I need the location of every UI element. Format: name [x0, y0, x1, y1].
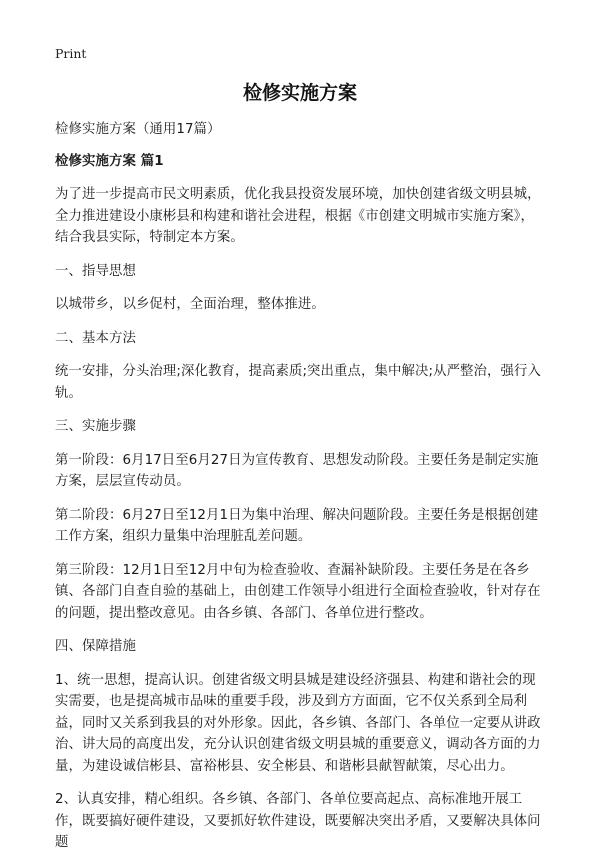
section-title: 检修实施方案 篇1 — [55, 153, 164, 169]
paragraph-measure-two: 2、认真安排，精心组织。各乡镇、各部门、各单位要高起点、高标准地开展工作，既要搞好硬件建设，又要抓好软件建设，既要解决突出矛盾，又要解决具体问题 — [55, 792, 541, 850]
paragraph-stage-one: 第一阶段：6月17日至6月27日为宣传教育、思想发动阶段。主要任务是制定实施方案，层层宣传动员。 — [55, 452, 539, 489]
print-link[interactable]: Print — [55, 46, 87, 61]
heading-safeguard-measures: 四、保障措施 — [55, 639, 136, 654]
document-subtitle: 检修实施方案（通用17篇） — [55, 122, 221, 137]
paragraph-intro: 为了进一步提高市民文明素质，优化我县投资发展环境，加快创建省级文明县城，全力推进建设小康彬县和构建和谐社会进程，根据《市创建文明城市实施方案》，结合我县实际，特制定本方案。 — [55, 187, 541, 245]
heading-guiding-ideology: 一、指导思想 — [55, 263, 136, 279]
paragraph-basic-method: 统一安排，分头治理;深化教育，提高素质;突出重点，集中解决;从严整治，强行入轨。 — [55, 364, 542, 401]
heading-basic-method: 二、基本方法 — [55, 330, 136, 346]
paragraph-stage-three: 第三阶段：12月1日至12月中旬为检查验收、查漏补缺阶段。主要任务是在各乡镇、各部门自查自验的基础上，由创建工作领导小组进行全面检查验收，针对存在的问题，提出整改意见。由各乡镇、各部门、各单位进行整改。 — [55, 562, 541, 621]
document-title: 检修实施方案 — [242, 82, 357, 104]
paragraph-guiding-ideology: 以城带乡，以乡促村，全面治理，整体推进。 — [55, 297, 325, 312]
paragraph-measure-one: 1、统一思想，提高认识。创建省级文明县城是建设经济强县、构建和谐社会的现实需要，也是提高城市品味的重要手段，涉及到方方面面，它不仅关系到全局利益，同时又关系到我县的对外形象。因此，各乡镇、各部门、各单位一定要从讲政治、讲大局的高度出发，充分认识创建省级文明县城的重要意义，调动各方面的力量，为建设诚信彬县、富裕彬县、安全彬县、和谐彬县献智献策，尽心出力。 — [55, 672, 541, 774]
heading-implementation-steps: 三、实施步骤 — [55, 419, 136, 434]
document-body — [55, 119, 547, 866]
paragraph-stage-two: 第二阶段：6月27日至12月1日为集中治理、解决问题阶段。主要任务是根据创建工作方案，组织力量集中治理脏乱差问题。 — [55, 507, 539, 544]
